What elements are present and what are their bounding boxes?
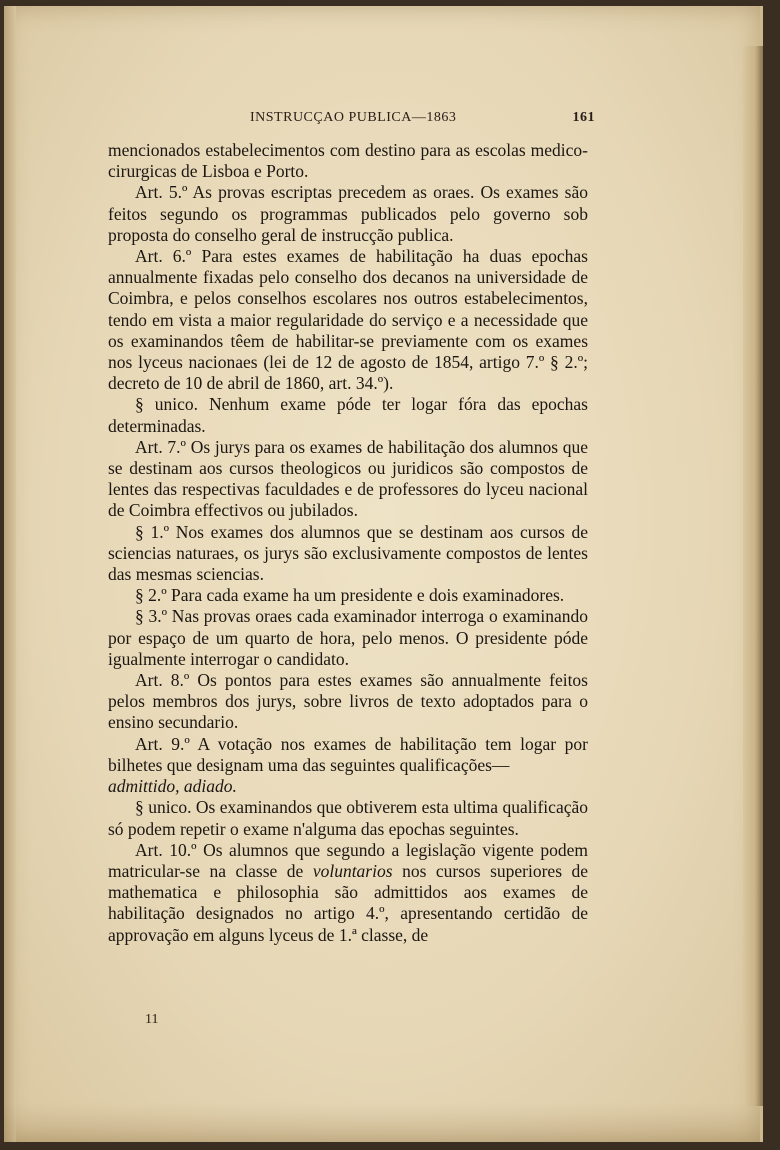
article-5: Art. 5.º As provas escriptas precedem as oraes. Os exames são feitos segundo os programmas publicados pelo governo sob proposta do conselho geral de instrucção publica.	[108, 182, 588, 245]
page-number: 161	[572, 110, 595, 125]
article-9	[108, 734, 588, 798]
article-9-text: Art. 9.º A votação nos exames de habilitação tem logar por bilhetes que designam uma das seguintes qualificações—	[108, 733, 588, 775]
article-7-par-1: § 1.º Nos exames dos alumnos que se destinam aos cursos de sciencias naturaes, os jurys são exclusivamente compostos de lentes das mesmas sciencias.	[108, 521, 588, 585]
page-stain	[4, 1102, 760, 1142]
article-6: Art. 6.º Para estes exames de habilitação ha duas epochas annualmente fixadas pelo conselho dos decanos na universidade de Coimbra, e pelos conselhos escolares nos outros estabelecimentos, tendo em vista a maior regularidade do serviço e a necessidade que os examinandos têem de habilitar-se previamente com os exames nos lyceus nacionaes (lei de 12 de agosto de 1854, artigo 7.º § 2.º; decreto de 10 de abril de 1860, art. 34.º).	[108, 246, 588, 394]
article-6-unico: § unico. Nenhum exame póde ter logar fóra das epochas determinadas.	[108, 394, 588, 436]
article-9-qualifications: admittido, adiado.	[108, 776, 237, 797]
running-title: INSTRUCÇAO PUBLICA—1863	[250, 110, 457, 125]
article-9-unico: § unico. Os examinandos que obtiverem esta ultima qualificação só podem repetir o exame n'alguma das epochas seguintes.	[108, 797, 588, 839]
article-10-voluntarios: voluntarios	[312, 860, 393, 881]
page-edge	[743, 46, 763, 1106]
article-7: Art. 7.º Os jurys para os exames de habilitação dos alumnos que se destinam aos cursos theologicos ou juridicos são compostos de lentes das respectivas faculdades e de professores do lyceu nacional de Coimbra effectivos ou jubilados.	[108, 436, 588, 521]
page-body	[108, 140, 588, 946]
running-header	[100, 110, 595, 132]
paragraph-continuation: mencionados estabelecimentos com destino para as escolas medico-cirurgicas de Lisboa e Porto.	[108, 140, 588, 182]
page-gutter	[4, 6, 16, 1142]
article-7-par-3: § 3.º Nas provas oraes cada examinador interroga o examinando por espaço de um quarto de hora, pelo menos. O presidente póde igualmente interrogar o candidato.	[108, 606, 588, 669]
signature-mark: 11	[145, 1012, 159, 1027]
article-7-par-2: § 2.º Para cada exame ha um presidente e dois examinadores.	[135, 585, 565, 606]
article-10	[108, 840, 588, 946]
article-10-text-a: Art. 10.º Os alumnos que segundo a legislação vigente podem matricular-se na classe de	[108, 839, 588, 881]
article-10-text-b: nos cursos superiores de mathematica e philosophia são admittidos aos exames de habilitação designados no artigo 4.º, apresentando certidão de approvação em alguns lyceus de 1.ª classe, de	[108, 860, 589, 945]
article-8: Art. 8.º Os pontos para estes exames são annualmente feitos pelos membros dos jurys, sobre livros de texto adoptados para o ensino secundario.	[108, 670, 588, 733]
